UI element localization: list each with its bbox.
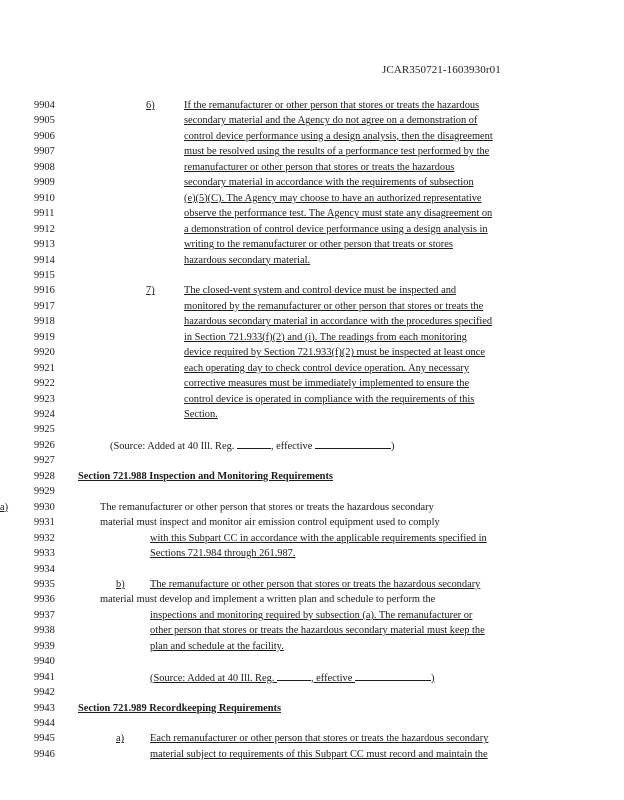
line-text: in Section 721.933(f)(2) and (i). The readings from each monitoring xyxy=(184,331,467,343)
item-marker: 7) xyxy=(146,285,155,297)
document-line xyxy=(0,331,624,345)
document-line xyxy=(0,470,624,484)
line-number: 9933 xyxy=(34,548,55,560)
line-number: 9940 xyxy=(34,656,55,668)
document-line xyxy=(0,423,624,437)
line-text: with this Subpart CC in accordance with the applicable requirements specified in xyxy=(150,532,487,544)
line-number: 9929 xyxy=(34,486,55,498)
document-line xyxy=(0,176,624,190)
line-text: material must develop and implement a written plan and schedule to perform the xyxy=(100,594,436,606)
document-id: JCAR350721-1603930r01 xyxy=(382,64,501,76)
line-text: control device is operated in compliance with the requirements of this xyxy=(184,393,475,405)
line-number: 9913 xyxy=(34,239,55,251)
line-text: material must inspect and monitor air emission control equipment used to comply xyxy=(100,517,440,529)
line-text: plan and schedule at the facility. xyxy=(150,640,284,652)
document-line xyxy=(0,393,624,407)
line-text: The remanufacturer or other person that stores or treats the hazardous secondary xyxy=(100,501,434,513)
line-text: If the remanufacturer or other person that stores or treats the hazardous xyxy=(184,100,480,111)
blank-register-page xyxy=(237,439,271,449)
section-heading: Section 721.988 Inspection and Monitoring Requirements xyxy=(78,470,333,482)
line-number: 9923 xyxy=(34,393,55,405)
source-suffix: ) xyxy=(430,672,435,684)
line-number: 9939 xyxy=(34,640,55,652)
document-line xyxy=(0,655,624,669)
document-line xyxy=(0,748,624,762)
line-number: 9926 xyxy=(34,439,55,451)
source-note xyxy=(110,439,394,454)
line-number: 9912 xyxy=(34,223,55,235)
document-line xyxy=(0,732,624,746)
blank-register-page xyxy=(277,671,311,681)
line-text: hazardous secondary material in accordance with the procedures specified xyxy=(184,316,493,328)
document-line xyxy=(0,516,624,530)
document-line xyxy=(0,501,624,515)
line-number: 9910 xyxy=(34,192,55,204)
document-line xyxy=(0,686,624,700)
line-number: 9943 xyxy=(34,702,55,714)
line-number: 9905 xyxy=(34,115,55,127)
line-text: Each remanufacturer or other person that stores or treats the hazardous secondary xyxy=(150,733,489,745)
document-line xyxy=(0,563,624,577)
line-number: 9937 xyxy=(34,609,55,621)
line-text: device required by Section 721.933(f)(2) must be inspected at least once xyxy=(184,347,485,359)
line-number: 9924 xyxy=(34,409,55,420)
document-line xyxy=(0,114,624,128)
line-text: The remanufacture or other person that stores or treats the hazardous secondary xyxy=(150,578,481,590)
line-text: must be resolved using the results of a performance test performed by the xyxy=(184,146,490,158)
item-marker: b) xyxy=(116,578,125,590)
line-text: corrective measures must be immediately implemented to ensure the xyxy=(184,378,470,390)
line-number: 9914 xyxy=(34,254,55,266)
line-text: remanufacturer or other person that stores or treats the hazardous xyxy=(184,161,455,173)
line-number: 9917 xyxy=(34,300,55,312)
line-text: inspections and monitoring required by subsection (a). The remanufacturer or xyxy=(150,609,473,621)
document-line xyxy=(0,485,624,499)
document-line xyxy=(0,609,624,623)
line-text: secondary material in accordance with the requirements of subsection xyxy=(184,177,474,189)
line-number: 9941 xyxy=(34,671,55,683)
line-number: 9904 xyxy=(34,100,55,111)
line-text: control device performance using a design analysis, then the disagreement xyxy=(184,130,493,142)
item-marker: a) xyxy=(116,733,125,745)
document-line xyxy=(0,315,624,329)
document-line xyxy=(0,532,624,546)
line-number: 9930 xyxy=(34,501,55,513)
section-heading: Section 721.989 Recordkeeping Requirements xyxy=(78,702,281,714)
blank-effective-date xyxy=(315,439,391,449)
line-number: 9915 xyxy=(34,269,55,281)
line-number: 9942 xyxy=(34,687,55,699)
document-line xyxy=(0,702,624,716)
document-line xyxy=(0,593,624,607)
document-line xyxy=(0,346,624,360)
source-prefix: (Source: Added at 40 Ill. Reg. xyxy=(110,440,237,452)
line-text: hazardous secondary material. xyxy=(184,254,311,266)
document-line xyxy=(0,362,624,376)
source-prefix: (Source: Added at 40 Ill. Reg. xyxy=(150,672,277,684)
line-number: 9907 xyxy=(34,146,55,158)
line-number: 9945 xyxy=(34,733,55,745)
document-line xyxy=(0,578,624,592)
document-line xyxy=(0,254,624,268)
line-text: observe the performance test. The Agency must state any disagreement on xyxy=(184,208,493,220)
line-text: Section. xyxy=(184,409,218,420)
line-number: 9908 xyxy=(34,161,55,173)
line-number: 9918 xyxy=(34,316,55,328)
document-line xyxy=(0,439,624,453)
line-text: other person that stores or treats the hazardous secondary material must keep the xyxy=(150,625,485,637)
document-line xyxy=(0,671,624,685)
document-line xyxy=(0,377,624,391)
document-line xyxy=(0,454,624,468)
document-line xyxy=(0,640,624,654)
item-marker: 6) xyxy=(146,100,155,111)
line-number: 9944 xyxy=(34,718,55,729)
line-number: 9935 xyxy=(34,578,55,590)
document-line xyxy=(0,284,624,298)
line-text: writing to the remanufacturer or other person that treats or stores xyxy=(184,239,453,251)
document-line xyxy=(0,130,624,144)
line-text: each operating day to check control device operation. Any necessary xyxy=(184,362,470,374)
line-number: 9934 xyxy=(34,563,55,575)
document-line xyxy=(0,207,624,221)
document-line xyxy=(0,99,624,113)
line-number: 9927 xyxy=(34,455,55,467)
document-line xyxy=(0,269,624,283)
document-line xyxy=(0,238,624,252)
line-number: 9921 xyxy=(34,362,55,374)
document-line xyxy=(0,408,624,422)
source-suffix: ) xyxy=(390,440,395,452)
line-number: 9925 xyxy=(34,424,55,436)
blank-effective-date xyxy=(355,671,431,681)
line-number: 9916 xyxy=(34,285,55,297)
source-effective-label: , effective xyxy=(270,440,315,452)
line-text: material subject to requirements of this Subpart CC must record and maintain the xyxy=(150,748,488,760)
document-line xyxy=(0,145,624,159)
line-number: 9920 xyxy=(34,347,55,359)
line-number: 9931 xyxy=(34,517,55,529)
line-number: 9909 xyxy=(34,177,55,189)
line-text: Sections 721.984 through 261.987. xyxy=(150,548,296,560)
document-line xyxy=(0,223,624,237)
document-line xyxy=(0,547,624,561)
source-note xyxy=(150,671,434,686)
line-text: (e)(5)(C). The Agency may choose to have an authorized representative xyxy=(184,192,482,204)
line-text: a demonstration of control device performance using a design analysis in xyxy=(184,223,488,235)
document-line xyxy=(0,624,624,638)
line-text: The closed-vent system and control device must be inspected and xyxy=(184,285,457,297)
line-number: 9911 xyxy=(34,208,55,220)
line-number: 9928 xyxy=(34,470,55,482)
line-number: 9936 xyxy=(34,594,55,606)
source-effective-label: , effective xyxy=(310,672,355,684)
line-number: 9938 xyxy=(34,625,55,637)
document-line xyxy=(0,300,624,314)
document-line xyxy=(0,192,624,206)
line-text: secondary material and the Agency do not agree on a demonstration of xyxy=(184,115,478,127)
item-marker: a) xyxy=(0,501,9,513)
line-number: 9922 xyxy=(34,378,55,390)
line-number: 9906 xyxy=(34,130,55,142)
line-number: 9946 xyxy=(34,748,55,760)
document-line xyxy=(0,717,624,731)
line-number: 9932 xyxy=(34,532,55,544)
document-line xyxy=(0,161,624,175)
line-number: 9919 xyxy=(34,331,55,343)
line-text: monitored by the remanufacturer or other person that stores or treats the xyxy=(184,300,484,312)
